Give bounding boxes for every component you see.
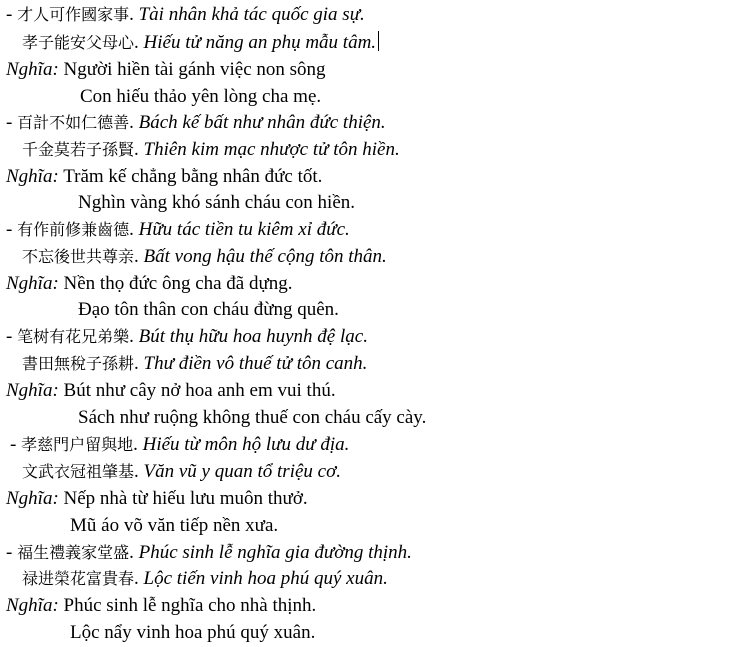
separator: . [133,434,143,455]
han-text: 不忘後世共尊亲 [22,247,135,266]
couplet-6-line-2 [22,566,388,593]
transliteration: Văn vũ y quan tổ triệu cơ. [143,461,341,482]
couplet-2-line-2 [22,137,400,164]
han-text: 福生禮義家堂盛 [17,543,130,562]
couplet-4-meaning-2 [78,405,426,432]
meaning-label: Nghĩa: [6,595,59,616]
couplet-4-meaning-1 [6,378,336,405]
han-text: 文武衣冠祖肇基 [22,462,135,481]
couplet-1-meaning-2 [80,84,321,111]
separator: . [134,353,144,374]
meaning-text: Trăm kế chẳng bằng nhân đức tốt. [63,166,323,187]
meaning-text: Đạo tôn thân con cháu đừng quên. [78,299,339,320]
meaning-text: Sách như ruộng không thuế con cháu cấy cày. [78,407,427,428]
transliteration: Bút thụ hữu hoa huynh đệ lạc. [138,326,368,347]
meaning-label: Nghĩa: [6,380,59,401]
transliteration: Thiên kim mạc nhược tử tôn hiền. [143,139,400,160]
separator: . [129,542,139,563]
couplet-1-line-1 [6,2,365,29]
meaning-text: Người hiền tài gánh việc non sông [63,59,326,80]
transliteration: Bất vong hậu thế cộng tôn thân. [143,246,387,267]
han-text: 書田無稅子孫耕 [22,354,135,373]
couplet-3-line-2 [22,244,387,271]
couplet-5-meaning-1 [6,486,308,513]
transliteration: Hiếu từ môn hộ lưu dư địa. [142,434,350,455]
couplet-5-meaning-2 [70,513,278,540]
couplet-3-meaning-2 [78,297,339,324]
couplet-6-meaning-1 [6,593,316,620]
bullet: - [6,326,18,347]
meaning-text: Nghìn vàng khó sánh cháu con hiền. [78,192,356,213]
transliteration: Thư điền vô thuế tử tôn canh. [143,353,368,374]
couplet-3-line-1 [6,217,350,244]
meaning-text: Bút như cây nở hoa anh em vui thú. [63,380,336,401]
transliteration: Tài nhân khả tác quốc gia sự. [138,4,365,25]
separator: . [134,461,144,482]
meaning-text: Phúc sinh lễ nghĩa cho nhà thịnh. [63,595,317,616]
separator: . [134,32,144,53]
meaning-label: Nghĩa: [6,59,59,80]
couplet-5-line-2 [22,459,341,486]
meaning-text: Nền thọ đức ông cha đã dựng. [63,273,293,294]
meaning-label: Nghĩa: [6,166,59,187]
separator: . [134,139,144,160]
separator: . [129,4,139,25]
transliteration: Bách kế bất như nhân đức thiện. [138,112,386,133]
couplet-1-line-2 [22,30,379,57]
bullet: - [10,434,22,455]
meaning-text: Nếp nhà từ hiếu lưu muôn thưở. [63,488,308,509]
bullet: - [6,542,18,563]
han-text: 禄进榮花富貴春 [22,569,135,588]
couplet-2-meaning-2 [78,190,355,217]
couplet-6-meaning-2 [70,620,315,647]
bullet: - [6,4,18,25]
transliteration: Hữu tác tiền tu kiêm xỉ đức. [138,219,350,240]
han-text: 孝慈門户留與地 [21,435,134,454]
bullet: - [6,112,18,133]
couplet-4-line-1 [6,324,368,351]
han-text: 孝子能安父母心 [22,33,135,52]
couplet-1-meaning-1 [6,57,326,84]
couplet-6-line-1 [6,540,412,567]
han-text: 笔树有花兄弟樂 [17,327,130,346]
separator: . [134,246,144,267]
text-cursor [378,31,379,51]
couplet-2-line-1 [6,110,386,137]
meaning-label: Nghĩa: [6,488,59,509]
separator: . [129,219,139,240]
transliteration: Phúc sinh lễ nghĩa gia đường thịnh. [138,542,412,563]
transliteration: Lộc tiến vinh hoa phú quý xuân. [143,568,388,589]
transliteration: Hiếu tử năng an phụ mẫu tâm. [143,32,377,53]
han-text: 百計不如仁德善 [17,113,130,132]
han-text: 千金莫若子孫賢 [22,140,135,159]
couplet-3-meaning-1 [6,271,293,298]
bullet: - [6,219,18,240]
separator: . [134,568,144,589]
couplet-4-line-2 [22,351,367,378]
meaning-text: Lộc nẩy vinh hoa phú quý xuân. [70,622,316,643]
meaning-text: Mũ áo võ văn tiếp nền xưa. [70,515,279,536]
han-text: 才人可作國家事 [17,5,130,24]
separator: . [129,326,139,347]
meaning-label: Nghĩa: [6,273,59,294]
couplet-5-line-1 [10,432,349,459]
han-text: 有作前修兼齒德 [17,220,130,239]
couplet-2-meaning-1 [6,164,322,191]
meaning-text: Con hiếu thảo yên lòng cha mẹ. [80,86,322,107]
separator: . [129,112,139,133]
